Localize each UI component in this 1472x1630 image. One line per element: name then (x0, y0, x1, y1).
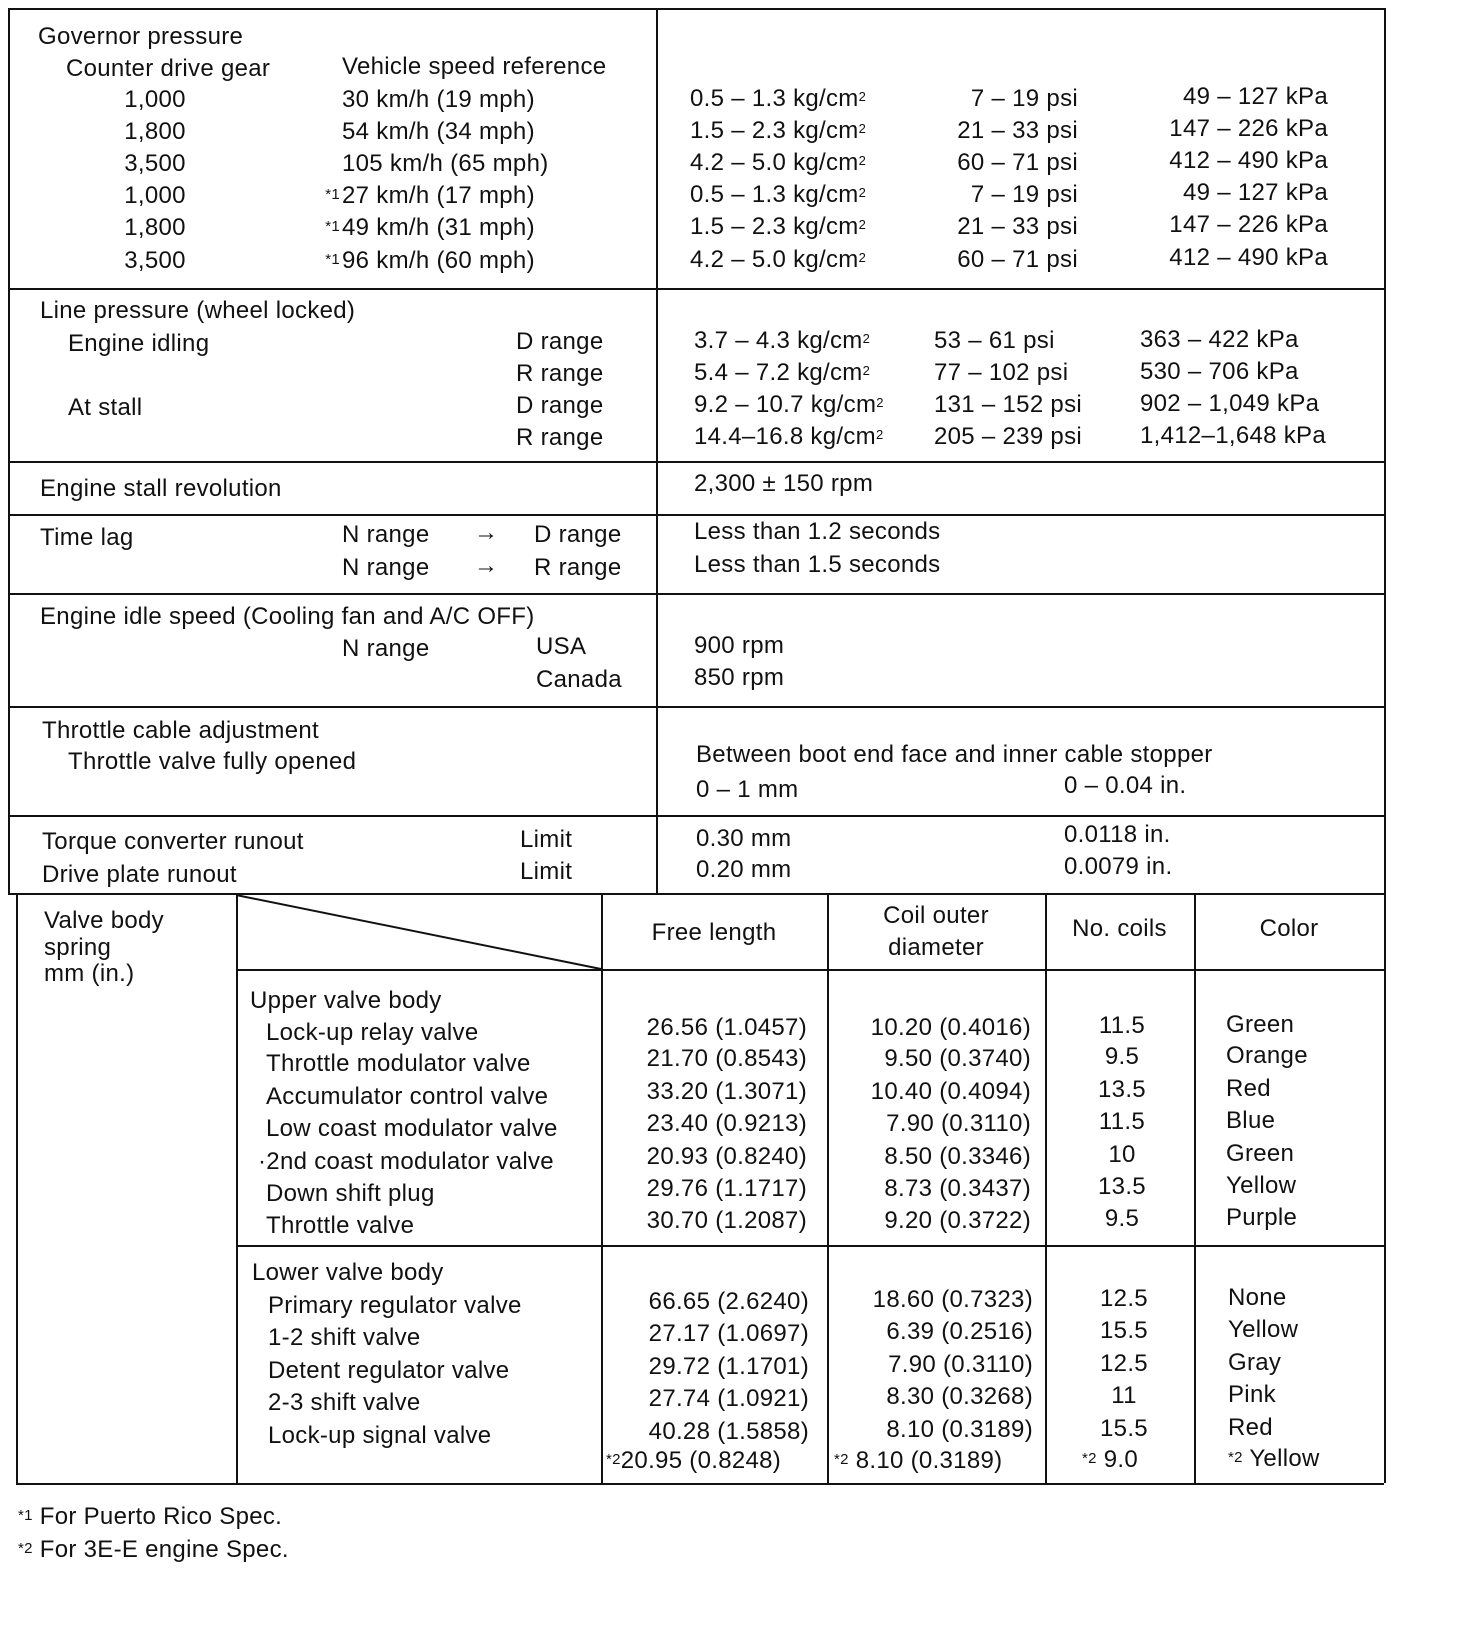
no-coils: 15.5 (1100, 1317, 1148, 1344)
spec-value: 900 rpm (694, 632, 785, 659)
superscript: 2 (862, 363, 871, 378)
footnote-text: For Puerto Rico Spec. (39, 1503, 283, 1530)
coil-diameter: 10.40 (0.4094) (870, 1078, 1031, 1105)
alt-coil-diameter (834, 1446, 1002, 1476)
spring-color: Green (1226, 1140, 1295, 1167)
spring-color: Green (1226, 1011, 1295, 1038)
gear-value: 3,500 (124, 150, 186, 177)
from-range: N range (342, 521, 430, 548)
superscript: 2 (862, 331, 871, 346)
coil-diameter: 7.90 (0.3110) (888, 1351, 1033, 1378)
speed-cell (310, 246, 535, 276)
speed-value: 54 km/h (34 mph) (342, 118, 535, 145)
kg-unit: $kg/cm^2$ (786, 149, 867, 176)
psi-value: 53 – 61 psi (934, 327, 1055, 354)
gear-value: 1,000 (124, 86, 186, 113)
alt-mark: *2 (1082, 1450, 1097, 1467)
free-length: 21.70 (0.8543) (646, 1045, 807, 1072)
arrow-icon: → (474, 552, 499, 579)
header-color: Color (1259, 915, 1319, 942)
footnote (18, 1535, 289, 1565)
coil-diameter: 8.73 (0.3437) (884, 1175, 1031, 1202)
kpa-value: 147 – 226 kPa (1169, 115, 1328, 142)
free-length: 66.65 (2.6240) (648, 1288, 809, 1315)
kg-high: 2.3 (751, 117, 787, 144)
psi-value: 7 – 19 psi (970, 181, 1078, 208)
footnote-mark: *1 (18, 1507, 33, 1524)
valve-name: Detent regulator valve (268, 1357, 510, 1384)
kg-low: 4.2 (690, 246, 725, 273)
range-label: N range (342, 635, 430, 662)
coil-diameter: 6.39 (0.2516) (886, 1318, 1033, 1345)
kg-cell (690, 212, 866, 242)
spring-color: Gray (1228, 1349, 1282, 1376)
free-length: 33.20 (1.3071) (646, 1078, 807, 1105)
no-coils: 9.5 (1104, 1043, 1140, 1070)
speed-value: 49 km/h (31 mph) (342, 214, 535, 241)
free-length: 29.72 (1.1701) (648, 1353, 809, 1380)
valve-name: ·2nd coast modulator valve (258, 1148, 554, 1175)
kg-cell (694, 422, 883, 452)
header-free-length: Free length (651, 919, 777, 946)
alt-free-value: 20.95 (0.8248) (620, 1447, 782, 1474)
spec-value: 2,300 ± 150 rpm (694, 470, 874, 497)
header-no-coils: No. coils (1072, 915, 1167, 942)
kpa-value: 902 – 1,049 kPa (1140, 390, 1320, 417)
column-header: Vehicle speed reference (342, 53, 607, 80)
spring-label: Valve body (44, 907, 164, 934)
alt-free-length (606, 1446, 781, 1476)
spring-color: None (1228, 1284, 1287, 1311)
footnote-text: For 3E-E engine Spec. (39, 1536, 289, 1563)
alt-coil-value: 8.10 (0.3189) (855, 1447, 1003, 1474)
limit-label: Limit (520, 858, 573, 885)
spec-value-in: 0.0118 in. (1064, 821, 1171, 848)
kpa-value: 412 – 490 kPa (1169, 147, 1328, 174)
alt-mark: *2 (834, 1451, 849, 1468)
no-coils: 11 (1111, 1382, 1137, 1409)
to-range: R range (534, 554, 622, 581)
group-title: Upper valve body (250, 987, 442, 1014)
arrow-icon: → (474, 519, 499, 546)
no-coils: 11.5 (1098, 1108, 1146, 1135)
column-header: Counter drive gear (66, 55, 271, 82)
kg-unit: $kg/cm^2$ (786, 117, 867, 144)
spec-label: Time lag (40, 524, 134, 551)
header-coil-diameter: diameter (888, 934, 984, 961)
kg-value: 3.7 – 4.3 kg/cm (694, 327, 863, 354)
coil-diameter: 8.10 (0.3189) (886, 1416, 1033, 1443)
psi-value: 77 – 102 psi (934, 359, 1069, 386)
no-coils: 15.5 (1100, 1415, 1148, 1442)
kg-high: 5.0 (751, 246, 787, 273)
kg-low: 1.5 (690, 213, 725, 240)
range-dash: – (724, 246, 752, 273)
valve-name: Throttle valve (266, 1212, 415, 1239)
valve-name: Lock-up relay valve (266, 1019, 479, 1046)
spec-value-mm: 0.30 mm (696, 825, 792, 852)
free-length: 23.40 (0.9213) (646, 1110, 807, 1137)
kg-low: 1.5 (690, 117, 725, 144)
spec-value: 850 rpm (694, 664, 785, 691)
kpa-value: 412 – 490 kPa (1169, 244, 1328, 271)
speed-value: 96 km/h (60 mph) (342, 247, 535, 274)
spring-color: Yellow (1228, 1316, 1299, 1343)
limit-label: Limit (520, 826, 573, 853)
psi-value: 131 – 152 psi (934, 391, 1083, 418)
spring-color: Orange (1226, 1042, 1308, 1069)
footnote-mark: *1 (325, 251, 340, 268)
footnote-mark: *1 (325, 218, 340, 235)
kg-unit: $kg/cm^2$ (786, 85, 867, 112)
coil-diameter: 9.20 (0.3722) (884, 1207, 1031, 1234)
psi-value: 21 – 33 psi (957, 213, 1078, 240)
coil-diameter: 9.50 (0.3740) (884, 1045, 1031, 1072)
range-dash: – (724, 213, 752, 240)
alt-mark: *2 (606, 1451, 621, 1468)
range-label: R range (516, 360, 604, 387)
valve-name: Lock-up signal valve (268, 1422, 492, 1449)
kg-value: 9.2 – 10.7 kg/cm (694, 391, 877, 418)
no-coils: 12.5 (1100, 1285, 1148, 1312)
kpa-value: 49 – 127 kPa (1182, 83, 1328, 110)
spec-value: Less than 1.5 seconds (694, 551, 941, 578)
psi-value: 21 – 33 psi (957, 117, 1078, 144)
market-label: Canada (536, 666, 622, 693)
no-coils: 13.5 (1098, 1076, 1146, 1103)
market-label: USA (536, 633, 587, 660)
no-coils: 12.5 (1100, 1350, 1148, 1377)
kpa-value: 1,412–1,648 kPa (1140, 422, 1326, 449)
superscript: 2 (875, 427, 884, 442)
kg-unit: $kg/cm^2$ (786, 181, 867, 208)
kpa-value: 49 – 127 kPa (1182, 179, 1328, 206)
spring-label: spring (44, 934, 112, 961)
free-length: 29.76 (1.1717) (646, 1175, 807, 1202)
kg-value: 5.4 – 7.2 kg/cm (694, 359, 863, 386)
kg-unit: $kg/cm^2$ (786, 246, 867, 273)
speed-value: 27 km/h (17 mph) (342, 182, 535, 209)
spec-value-mm: 0 – 1 mm (696, 776, 799, 803)
from-range: N range (342, 554, 430, 581)
header-coil-diameter: Coil outer (883, 902, 989, 929)
kg-low: 0.5 (690, 85, 725, 112)
spec-value-in: 0.0079 in. (1064, 853, 1173, 880)
spec-description: Between boot end face and inner cable stopper (696, 741, 1213, 768)
free-length: 30.70 (1.2087) (646, 1207, 807, 1234)
range-label: D range (516, 328, 604, 355)
psi-value: 60 – 71 psi (957, 246, 1078, 273)
kg-high: 1.3 (751, 85, 787, 112)
no-coils: 13.5 (1098, 1173, 1146, 1200)
kg-high: 5.0 (751, 149, 787, 176)
spring-color: Purple (1226, 1204, 1298, 1231)
kg-cell (694, 390, 884, 420)
spring-color: Red (1226, 1075, 1271, 1102)
speed-value: 105 km/h (65 mph) (342, 150, 549, 177)
spec-label: Torque converter runout (42, 828, 304, 855)
coil-diameter: 10.20 (0.4016) (870, 1014, 1031, 1041)
footnote (18, 1502, 282, 1532)
spring-color: Pink (1228, 1381, 1276, 1408)
kg-high: 1.3 (751, 181, 787, 208)
group-title: Lower valve body (252, 1259, 444, 1286)
coil-diameter: 8.30 (0.3268) (886, 1383, 1033, 1410)
no-coils: 9.5 (1104, 1205, 1140, 1232)
to-range: D range (534, 521, 622, 548)
speed-cell (310, 117, 535, 147)
valve-name: Primary regulator valve (268, 1292, 522, 1319)
no-coils: 11.5 (1098, 1012, 1146, 1039)
gear-value: 3,500 (124, 247, 186, 274)
kg-cell (694, 358, 870, 388)
psi-value: 205 – 239 psi (934, 423, 1083, 450)
spec-sublabel: Throttle valve fully opened (68, 748, 357, 775)
kpa-value: 530 – 706 kPa (1140, 358, 1299, 385)
condition-label: Engine idling (68, 330, 210, 357)
valve-name: Accumulator control valve (266, 1083, 549, 1110)
valve-name: 2-3 shift valve (268, 1389, 421, 1416)
kpa-value: 363 – 422 kPa (1140, 326, 1299, 353)
kg-value: 14.4–16.8 kg/cm (694, 423, 876, 450)
kg-low: 4.2 (690, 149, 725, 176)
kg-cell (690, 245, 866, 275)
psi-value: 7 – 19 psi (970, 85, 1078, 112)
free-length: 26.56 (1.0457) (646, 1014, 807, 1041)
spring-color: Blue (1226, 1107, 1276, 1134)
free-length: 27.74 (1.0921) (648, 1385, 809, 1412)
condition-label: At stall (68, 394, 143, 421)
speed-cell (310, 149, 549, 179)
speed-cell (310, 85, 535, 115)
range-dash: – (724, 117, 752, 144)
spec-label: Drive plate runout (42, 861, 237, 888)
alt-color-value: Yellow (1249, 1445, 1320, 1472)
alt-mark: *2 (1228, 1449, 1243, 1466)
alt-color (1228, 1444, 1320, 1474)
free-length: 27.17 (1.0697) (648, 1320, 809, 1347)
spec-label: Engine stall revolution (40, 475, 282, 502)
range-dash: – (724, 181, 752, 208)
spring-label: mm (in.) (44, 960, 135, 987)
psi-value: 60 – 71 psi (957, 149, 1078, 176)
section-title: Line pressure (wheel locked) (40, 297, 356, 324)
spec-label: Engine idle speed (Cooling fan and A/C OFF) (40, 603, 535, 630)
spec-value-in: 0 – 0.04 in. (1064, 772, 1187, 799)
range-dash: – (724, 149, 752, 176)
valve-name: Throttle modulator valve (266, 1050, 531, 1077)
kg-cell (694, 326, 870, 356)
kpa-value: 147 – 226 kPa (1169, 211, 1328, 238)
valve-name: Down shift plug (266, 1180, 435, 1207)
valve-name: 1-2 shift valve (268, 1324, 421, 1351)
coil-diameter: 18.60 (0.7323) (872, 1286, 1033, 1313)
kg-cell (690, 180, 866, 210)
free-length: 40.28 (1.5858) (648, 1418, 809, 1445)
range-dash: – (724, 85, 752, 112)
free-length: 20.93 (0.8240) (646, 1143, 807, 1170)
kg-unit: $kg/cm^2$ (786, 213, 867, 240)
superscript: 2 (876, 395, 884, 410)
speed-cell (310, 213, 535, 243)
range-label: D range (516, 392, 604, 419)
range-label: R range (516, 424, 604, 451)
speed-value: 30 km/h (19 mph) (342, 86, 535, 113)
gear-value: 1,800 (124, 214, 186, 241)
spec-label: Throttle cable adjustment (42, 717, 319, 744)
footnote-mark: *2 (18, 1540, 33, 1557)
alt-coils-value: 9.0 (1103, 1446, 1139, 1473)
kg-cell (690, 84, 866, 114)
spring-color: Yellow (1226, 1172, 1297, 1199)
spec-value-mm: 0.20 mm (696, 856, 792, 883)
no-coils: 10 (1108, 1141, 1136, 1168)
footnote-mark: *1 (325, 186, 340, 203)
kg-high: 2.3 (751, 213, 787, 240)
coil-diameter: 7.90 (0.3110) (886, 1110, 1031, 1137)
coil-diameter: 8.50 (0.3346) (884, 1143, 1031, 1170)
gear-value: 1,000 (124, 182, 186, 209)
spring-color: Red (1228, 1414, 1273, 1441)
kg-low: 0.5 (690, 181, 725, 208)
gear-value: 1,800 (124, 118, 186, 145)
valve-name: Low coast modulator valve (266, 1115, 558, 1142)
spec-value: Less than 1.2 seconds (694, 518, 941, 545)
kg-cell (690, 148, 866, 178)
alt-no-coils (1082, 1445, 1138, 1475)
speed-cell (310, 181, 535, 211)
kg-cell (690, 116, 866, 146)
section-title: Governor pressure (38, 23, 244, 50)
